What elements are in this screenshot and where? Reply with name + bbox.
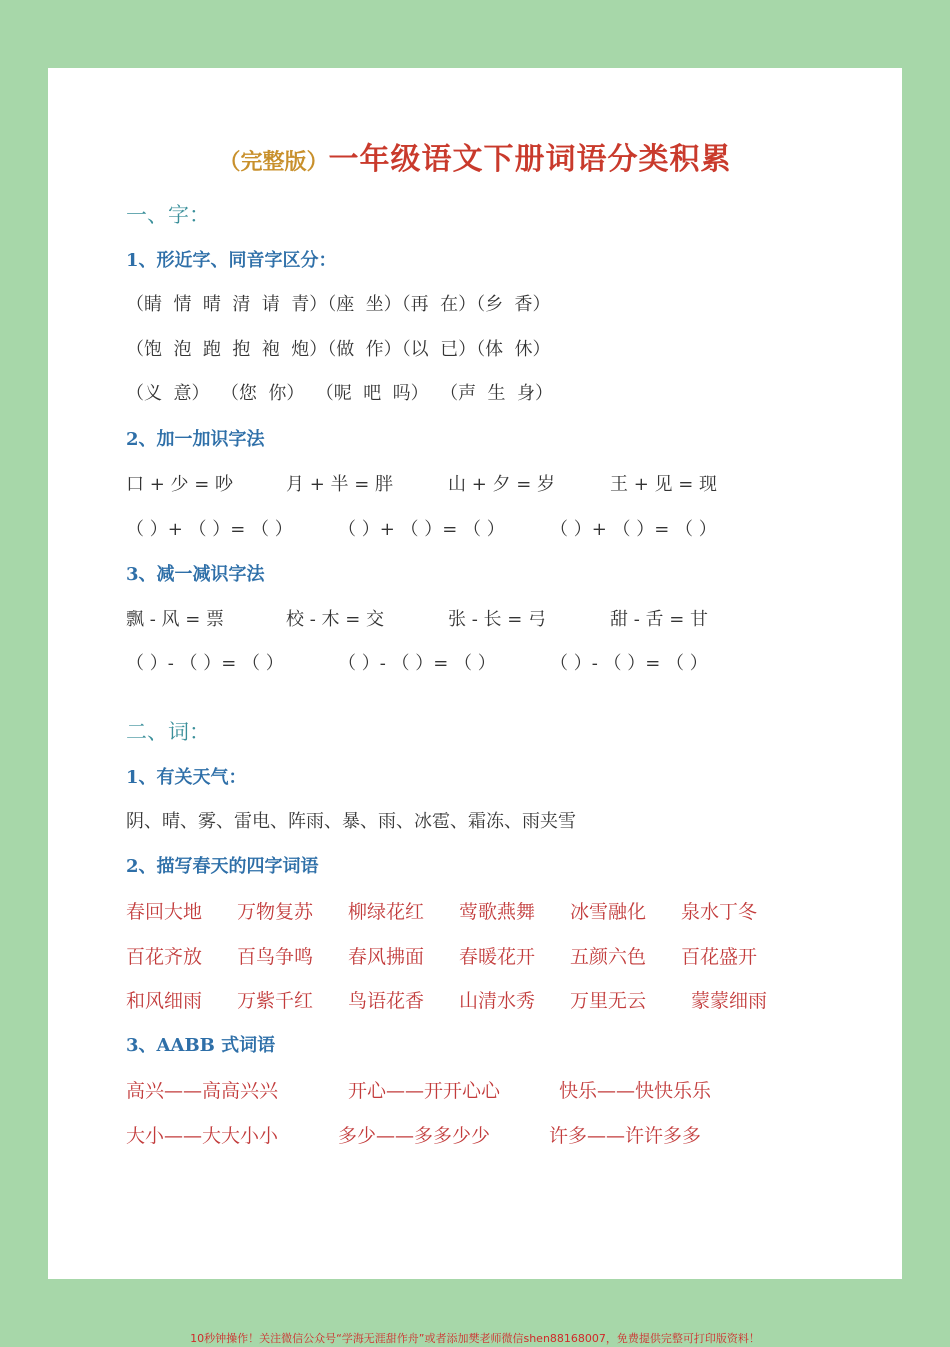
add-example: 口 + 少 = 吵: [126, 474, 234, 495]
subtract-blank: （ ）- （ ）= （ ）: [338, 653, 496, 674]
idiom: 五颜六色: [570, 946, 647, 968]
aabb-word: 高兴——高高兴兴: [126, 1080, 279, 1102]
idiom: 冰雪融化: [570, 901, 647, 923]
idiom: 百鸟争鸣: [237, 946, 314, 968]
section-words-heading: 二、词：: [126, 720, 210, 744]
add-method-heading: 2、加一加识字法: [126, 429, 265, 450]
similar-chars-line: （饱 泡 跑 抱 袍 炮）（做 作）（以 已）（体 休）: [126, 339, 551, 360]
weather-heading: 1、有关天气：: [126, 767, 247, 788]
idiom: 鸟语花香: [348, 990, 425, 1012]
subtract-blank: （ ）- （ ）= （ ）: [126, 653, 284, 674]
idiom: 泉水丁冬: [681, 901, 758, 923]
subtract-blank: （ ）- （ ）= （ ）: [550, 653, 708, 674]
subtract-example: 甜 - 舌 = 甘: [610, 609, 709, 630]
add-blank: （ ）+ （ ）= （ ）: [338, 519, 505, 540]
worksheet-page: [48, 68, 902, 1279]
weather-words: 阴、晴、雾、雷电、阵雨、暴、雨、冰雹、霜冻、雨夹雪: [126, 811, 576, 832]
idiom: 百花齐放: [126, 946, 203, 968]
similar-chars-heading: 1、形近字、同音字区分：: [126, 250, 337, 271]
idiom: 万里无云: [570, 990, 647, 1012]
idiom: 春回大地: [126, 901, 203, 923]
subtract-example: 飘 - 风 = 票: [126, 609, 225, 630]
aabb-word: 许多——许许多多: [549, 1125, 702, 1147]
page-title: [48, 134, 902, 178]
section-characters-heading: 一、字：: [126, 203, 210, 227]
subtract-example: 校 - 木 = 交: [286, 609, 385, 630]
aabb-word: 大小——大大小小: [126, 1125, 279, 1147]
aabb-word: 快乐——快快乐乐: [559, 1080, 712, 1102]
add-blank: （ ）+ （ ）= （ ）: [550, 519, 717, 540]
idiom: 万物复苏: [237, 901, 314, 923]
idiom: 春风拂面: [348, 946, 425, 968]
add-example: 山 + 夕 = 岁: [448, 474, 556, 495]
idiom: 柳绿花红: [348, 901, 425, 923]
add-example: 月 + 半 = 胖: [286, 474, 394, 495]
idiom: 万紫千红: [237, 990, 314, 1012]
footer-notice: 10秒钟操作！关注微信公众号“学海无涯甜作舟”或者添加樊老师微信shen88168007，免费提供完整可打印版资料！: [190, 1332, 760, 1345]
subtract-method-heading: 3、减一减识字法: [126, 564, 265, 585]
idiom: 蒙蒙细雨: [691, 990, 768, 1012]
similar-chars-line: （义 意） （您 你） （呢 吧 吗） （声 生 身）: [126, 383, 553, 404]
subtract-example: 张 - 长 = 弓: [448, 609, 547, 630]
aabb-word: 多少——多多少少: [338, 1125, 491, 1147]
aabb-heading: 3、AABB 式词语: [126, 1035, 276, 1056]
add-example: 王 + 见 = 现: [610, 474, 718, 495]
title-prefix: （完整版）: [218, 150, 329, 175]
idiom: 百花盛开: [681, 946, 758, 968]
idiom: 山清水秀: [459, 990, 536, 1012]
spring-idioms-heading: 2、描写春天的四字词语: [126, 856, 319, 877]
title-main: 一年级语文下册词语分类积累: [328, 142, 732, 177]
idiom: 春暖花开: [459, 946, 536, 968]
aabb-word: 开心——开开心心: [348, 1080, 501, 1102]
idiom: 莺歌燕舞: [459, 901, 536, 923]
similar-chars-line: （睛 情 晴 清 请 青）（座 坐）（再 在）（乡 香）: [126, 294, 551, 315]
add-blank: （ ）+ （ ）= （ ）: [126, 519, 293, 540]
idiom: 和风细雨: [126, 990, 203, 1012]
